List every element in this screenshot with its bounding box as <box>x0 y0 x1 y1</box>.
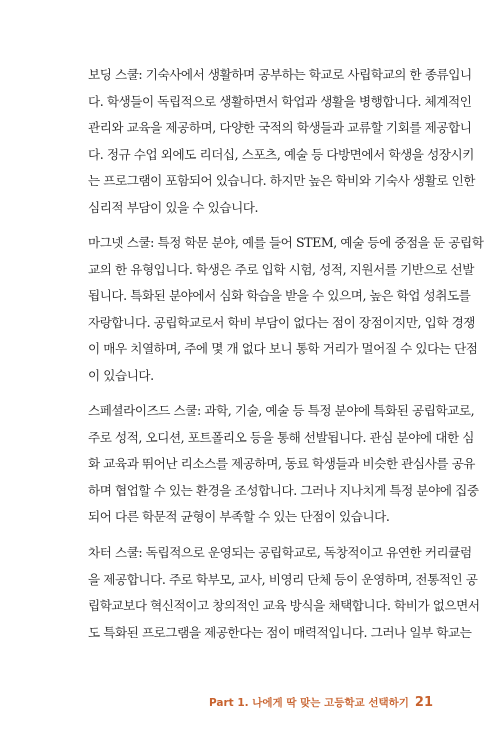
text-line: 도 특화된 프로그램을 제공한다는 점이 매력적입니다. 그러나 일부 학교는 <box>88 624 472 640</box>
text-line: 다. 정규 수업 외에도 리더십, 스포츠, 예술 등 다방면에서 학생을 성장시키 <box>88 146 474 162</box>
paragraph-boarding-school <box>88 62 475 221</box>
text-line: 교의 한 유형입니다. 학생은 주로 입학 시험, 성적, 지원서를 기반으로 선발 <box>88 261 474 277</box>
text-line: 하며 협업할 수 있는 환경을 조성합니다. 그러나 지나치게 특정 분야에 집중 <box>88 482 479 498</box>
text-line: 보딩 스쿨: 기숙사에서 생활하며 공부하는 학교로 사립학교의 한 종류입니 <box>88 67 472 82</box>
paragraph-specialized-school <box>88 398 479 531</box>
text-line: 을 제공합니다. 주로 학부모, 교사, 비영리 단체 등이 운영하며, 전통적인 공 <box>88 571 478 587</box>
text-line: 차터 스쿨: 독립적으로 운영되는 공립학교로, 독창적이고 유연한 커리큘럼 <box>88 545 472 560</box>
page-number: 21 <box>414 695 433 710</box>
text-line: 되어 다른 학문적 균형이 부족할 수 있는 단점이 있습니다. <box>88 509 390 524</box>
text-line: 자랑합니다. 공립학교로서 학비 부담이 없다는 점이 장점이지만, 입학 경쟁 <box>88 314 475 330</box>
text-line: 마그넷 스쿨: 특정 학문 분야, 예를 들어 STEM, 예술 등에 중점을 둔 공립학 <box>88 235 484 250</box>
text-line: 다. 학생들이 독립적으로 생활하면서 학업과 생활을 병행합니다. 체계적인 <box>88 93 472 109</box>
text-line: 관리와 교육을 제공하며, 다양한 국적의 학생들과 교류할 기회를 제공합니 <box>88 120 472 135</box>
page-footer <box>209 695 433 710</box>
text-line: 주로 성적, 오디션, 포트폴리오 등을 통해 선발됩니다. 관심 분야에 대한 심 <box>88 429 474 445</box>
text-line: 됩니다. 특화된 분야에서 심화 학습을 받을 수 있으며, 높은 학업 성취도를 <box>88 288 471 303</box>
text-line: 립학교보다 혁신적이고 창의적인 교육 방식을 채택합니다. 학비가 없으면서 <box>88 598 480 613</box>
text-line: 스페셜라이즈드 스쿨: 과학, 기술, 예술 등 특정 분야에 특화된 공립학교로, <box>88 403 475 418</box>
running-title: Part 1. 나에게 딱 맞는 고등학교 선택하기 <box>208 697 409 709</box>
text-line: 이 매우 치열하며, 주에 몇 개 없다 보니 통학 거리가 멀어질 수 있다는 단점 <box>88 341 478 356</box>
text-line: 화 교육과 뛰어난 리소스를 제공하며, 동료 학생들과 비슷한 관심사를 공유 <box>88 456 475 471</box>
paragraph-magnet-school <box>88 230 484 389</box>
text-line: 이 있습니다. <box>88 367 154 383</box>
text-line: 심리적 부담이 있을 수 있습니다. <box>88 199 259 215</box>
text-line: 는 프로그램이 포함되어 있습니다. 하지만 높은 학비와 기숙사 생활로 인한 <box>88 173 475 188</box>
paragraph-charter-school <box>88 540 480 646</box>
